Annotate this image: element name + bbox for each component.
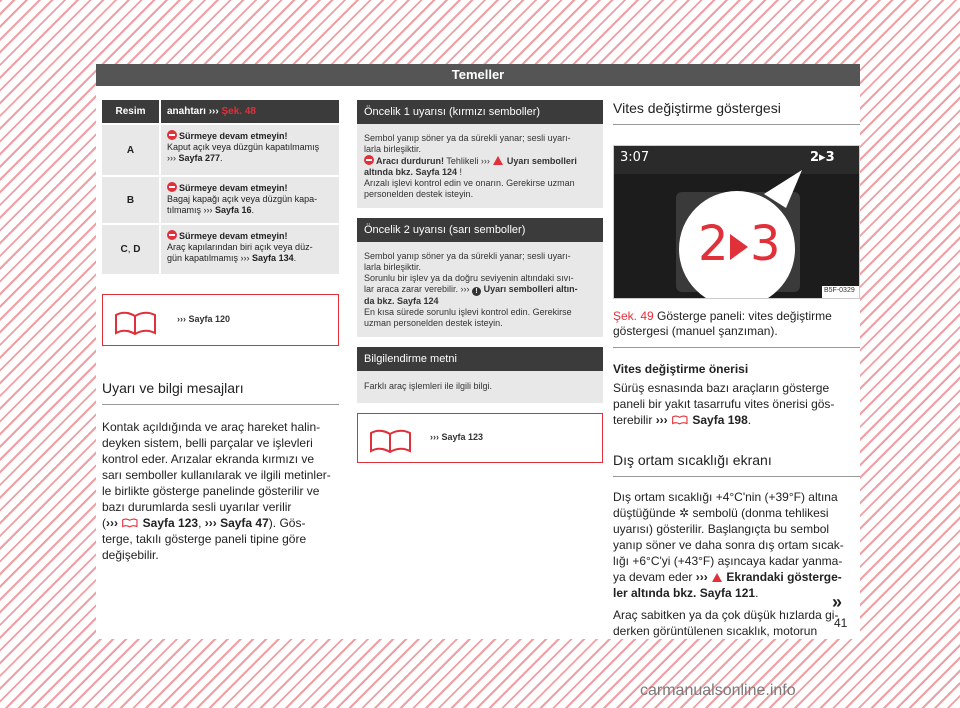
page-link[interactable]: Sayfa 198 xyxy=(689,413,748,427)
column-right xyxy=(613,100,860,639)
red-stop-icon xyxy=(167,182,177,192)
page-link[interactable]: Sayfa 277 xyxy=(176,153,221,163)
priority2-box xyxy=(357,218,603,337)
figure-link[interactable]: Şek. 48 xyxy=(218,106,256,117)
page-link[interactable]: Ekrandaki gösterge- xyxy=(723,570,842,584)
figure-caption: Şek. 49 Gösterge paneli: vites değiştirme göstergesi (manuel şanzıman). xyxy=(613,309,860,348)
column-middle xyxy=(357,100,603,463)
gear-up-arrow-icon xyxy=(730,234,748,260)
info-icon: ! xyxy=(472,287,481,296)
book-reference-box xyxy=(102,294,339,346)
column-left xyxy=(102,100,339,563)
page-link[interactable]: Sayfa 16 xyxy=(212,205,252,215)
book-reference-box xyxy=(357,413,603,463)
gear-indicator-figure xyxy=(613,145,860,299)
warning-table xyxy=(102,100,339,274)
subsection-title: Vites değiştirme önerisi xyxy=(613,362,749,376)
page-link[interactable]: altında bkz. Sayfa 124 xyxy=(364,167,458,177)
section-title: Vites değiştirme göstergesi xyxy=(613,100,860,125)
page-number: 41 xyxy=(834,616,848,630)
gear-indicator-small: 2▸3 xyxy=(810,150,835,165)
info-text-body: Farklı araç işlemleri ile ilgili bilgi. xyxy=(364,381,493,391)
book-icon xyxy=(113,307,159,337)
row-key: B xyxy=(102,176,160,224)
page-link[interactable]: Sayfa 134 xyxy=(249,253,294,263)
gear-from: 2 xyxy=(698,216,729,272)
priority2-body: Sembol yanıp söner ya da sürekli yanar; sesli uyarı- larla birleşiktir. Sorunlu bir işlev ya da doğru seviyenin altındaki sıvı- lar araca zarar verebilir. ››› ! Uyarı sembolleri altın- da bkz. Sayfa 124 En kısa sürede sorunlu işlevi kontrol edin. Gerekirse uzman personelden destek isteyin. xyxy=(364,251,578,328)
watermark: carmanualsonline.info xyxy=(640,682,796,699)
continue-chevron: » xyxy=(832,592,843,612)
figure-code: B5F-0329 xyxy=(824,287,855,294)
red-stop-icon xyxy=(167,130,177,140)
page-link[interactable]: Uyarı sembolleri xyxy=(506,156,577,166)
row-key: A xyxy=(102,124,160,176)
subsection-body: Sürüş esnasında bazı araçların gösterge paneli bir yakıt tasarrufu vites önerisi gös- terebilir ››› Sayfa 198. xyxy=(613,381,835,427)
table-row xyxy=(102,176,339,224)
priority1-title: Öncelik 1 uyarısı (kırmızı semboller) xyxy=(357,100,603,124)
page-link[interactable]: ler altında bkz. Sayfa 121 xyxy=(613,586,756,600)
section-title: Dış ortam sıcaklığı ekranı xyxy=(613,452,860,477)
chapter-header: Temeller xyxy=(96,64,860,86)
row-text: Sürmeye devam etmeyin! Kaput açık veya düzgün kapatılmamış ››› Sayfa 277. xyxy=(160,124,339,176)
row-text: Sürmeye devam etmeyin! Bagaj kapağı açık veya düzgün kapa- tılmamış ››› Sayfa 16. xyxy=(160,176,339,224)
warning-icon xyxy=(493,156,503,165)
book-icon xyxy=(671,414,689,425)
info-text-title: Bilgilendirme metni xyxy=(357,347,603,371)
row-text: Sürmeye devam etmeyin! Araç kapılarından biri açık veya düz- gün kapatılmamış ››› Sayfa 134. xyxy=(160,224,339,274)
section-body: Kontak açıldığında ve araç hareket halin- deyken sistem, belli parçalar ve işlevleri kontrol eder. Arızalar ekranda kırmızı ve sarı semboller kullanılarak ve ilgili metinler- le birlikte gösterge panelinde gösterilir ve bazı durumlarda sesli uyarılar verilir (››› Sayfa 123, ››› Sayfa 47). Gös- terge, takılı gösterge paneli tipine göre değişebilir. xyxy=(102,420,331,562)
gear-to: 3 xyxy=(750,216,781,272)
snowflake-icon: ✲ xyxy=(679,506,690,520)
info-text-box xyxy=(357,347,603,403)
book-page-link[interactable]: ››› Sayfa 120 xyxy=(177,314,231,324)
priority2-title: Öncelik 2 uyarısı (sarı semboller) xyxy=(357,218,603,242)
book-icon xyxy=(121,517,139,528)
page-link[interactable]: Uyarı sembolleri altın- xyxy=(481,284,578,294)
red-stop-icon xyxy=(167,230,177,240)
priority1-body: Sembol yanıp söner ya da sürekli yanar; sesli uyarı- larla birleşiktir. Aracı durdurun! Tehlikeli ››› Uyarı sembolleri altında bkz. Sayfa 124 ! Arızalı işlevi kontrol edin ve onarın. Gerekirse uzman personelden destek isteyin. xyxy=(364,133,577,199)
page-link[interactable]: da bkz. Sayfa 124 xyxy=(364,296,439,306)
table-header-key: anahtarı ››› Şek. 48 xyxy=(160,100,339,124)
page-link[interactable]: Sayfa 123 xyxy=(139,516,199,530)
priority1-box xyxy=(357,100,603,208)
clock-readout: 3:07 xyxy=(620,150,650,165)
warning-icon xyxy=(712,573,722,582)
book-icon xyxy=(368,425,414,455)
section-body: Araç sabitken ya da çok düşük hızlarda gi- derken görüntülenen sıcaklık, motorun xyxy=(613,608,839,638)
table-header-image: Resim xyxy=(102,100,160,124)
section-title: Uyarı ve bilgi mesajları xyxy=(102,380,339,405)
page-link[interactable]: Sayfa 47 xyxy=(216,516,269,530)
section-body: Dış ortam sıcaklığı +4°C'nin (+39°F) altına düştüğünde ✲ sembolü (donma tehlikesi uyarısı) gösterilir. Başlangıçta bu sembol yanıp söner ve daha sonra dış ortam sıcak- lığı +6°C'yi (+43°F) aşıncaya kadar yanma- ya devam eder ››› Ekrandaki gösterge- ler altında bkz. Sayfa 121. xyxy=(613,490,844,600)
dashboard-illustration xyxy=(614,146,860,299)
book-page-link[interactable]: ››› Sayfa 123 xyxy=(430,432,484,442)
row-key: C, D xyxy=(102,224,160,274)
table-row xyxy=(102,124,339,176)
table-row xyxy=(102,224,339,274)
red-stop-icon xyxy=(364,155,374,165)
